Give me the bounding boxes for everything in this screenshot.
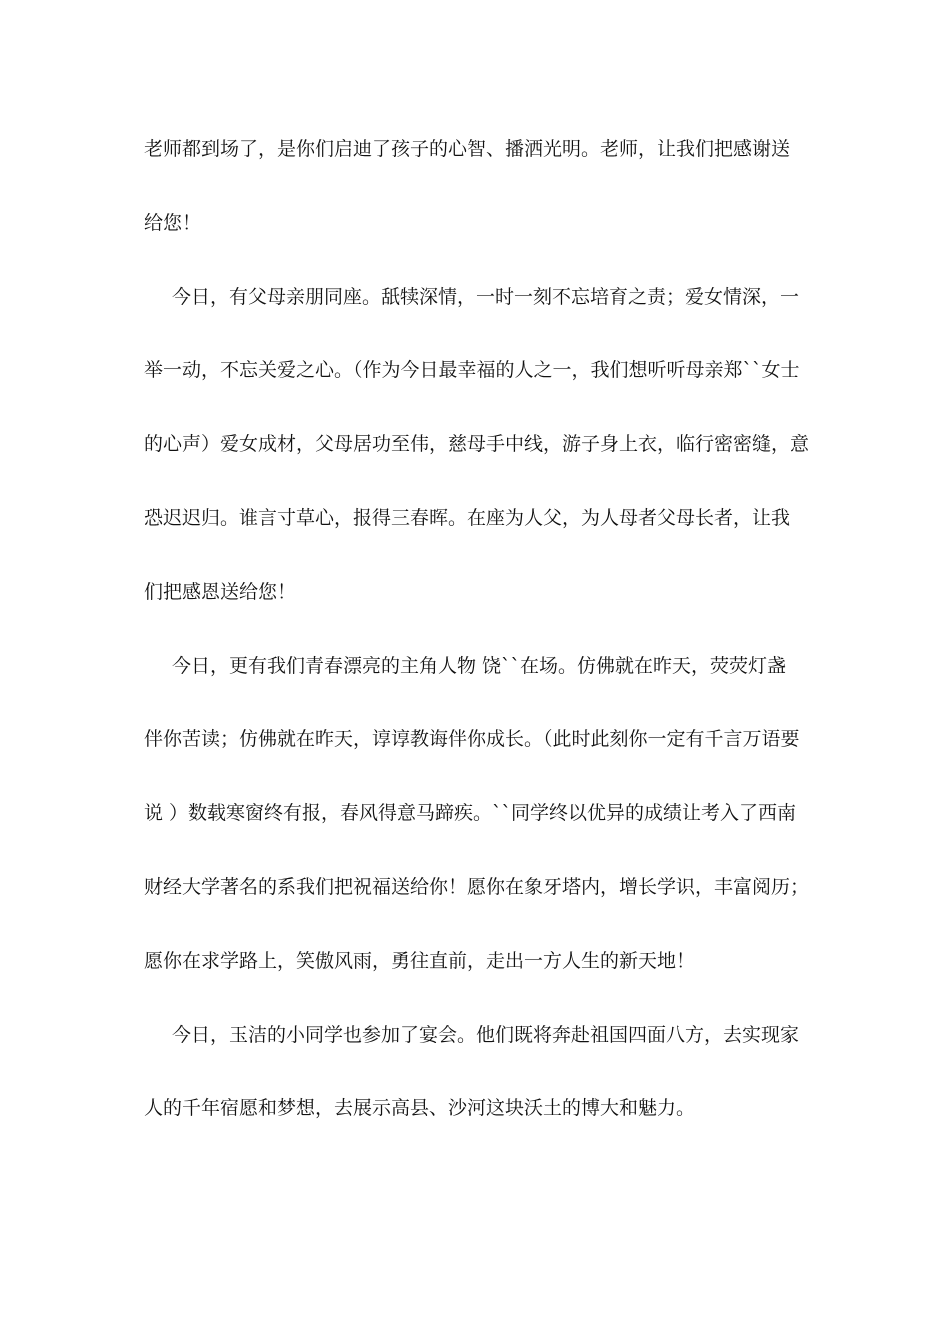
paragraph-first-line: 今日，玉洁的小同学也参加了宴会。他们既将奔赴祖国四面八方，去实现家	[172, 1023, 800, 1046]
text-line: 恐迟迟归。谁言寸草心，报得三春晖。在座为人父，为人母者父母长者，让我	[144, 506, 791, 529]
body-text	[144, 113, 814, 1146]
text-line: 人的千年宿愿和梦想，去展示高县、沙河这块沃土的博大和魅力。	[144, 1097, 696, 1120]
paragraph-first-line: 今日，有父母亲朋同座。舐犊深情，一时一刻不忘培育之责；爱女情深，一	[172, 285, 800, 308]
text-line: 财经大学著名的系我们把祝福送给你！愿你在象牙塔内，增长学识，丰富阅历；	[144, 875, 810, 898]
text-line: 举一动，不忘关爱之心。（作为今日最幸福的人之一，我们想听听母亲郑``女士	[144, 359, 800, 382]
paragraph-first-line: 今日，更有我们青春漂亮的主角人物 饶``在场。仿佛就在昨天，荧荧灯盏	[172, 654, 787, 677]
text-line: 老师都到场了，是你们启迪了孩子的心智、播洒光明。老师，让我们把感谢送	[144, 138, 791, 160]
text-line: 愿你在求学路上，笑傲风雨，勇往直前，走出一方人生的新天地！	[144, 949, 696, 972]
text-line: 们把感恩送给您！	[144, 580, 297, 603]
text-line: 给您！	[144, 211, 202, 234]
text-line: 的心声）爱女成材，父母居功至伟，慈母手中线，游子身上衣，临行密密缝，意	[144, 433, 810, 456]
text-line: 伴你苦读；仿佛就在昨天，谆谆教诲伴你成长。（此时此刻你一定有千言万语要	[144, 728, 800, 751]
text-line: 说 ）数载寒窗终有报，春风得意马蹄疾。``同学终以优异的成绩让考入了西南	[144, 802, 797, 825]
